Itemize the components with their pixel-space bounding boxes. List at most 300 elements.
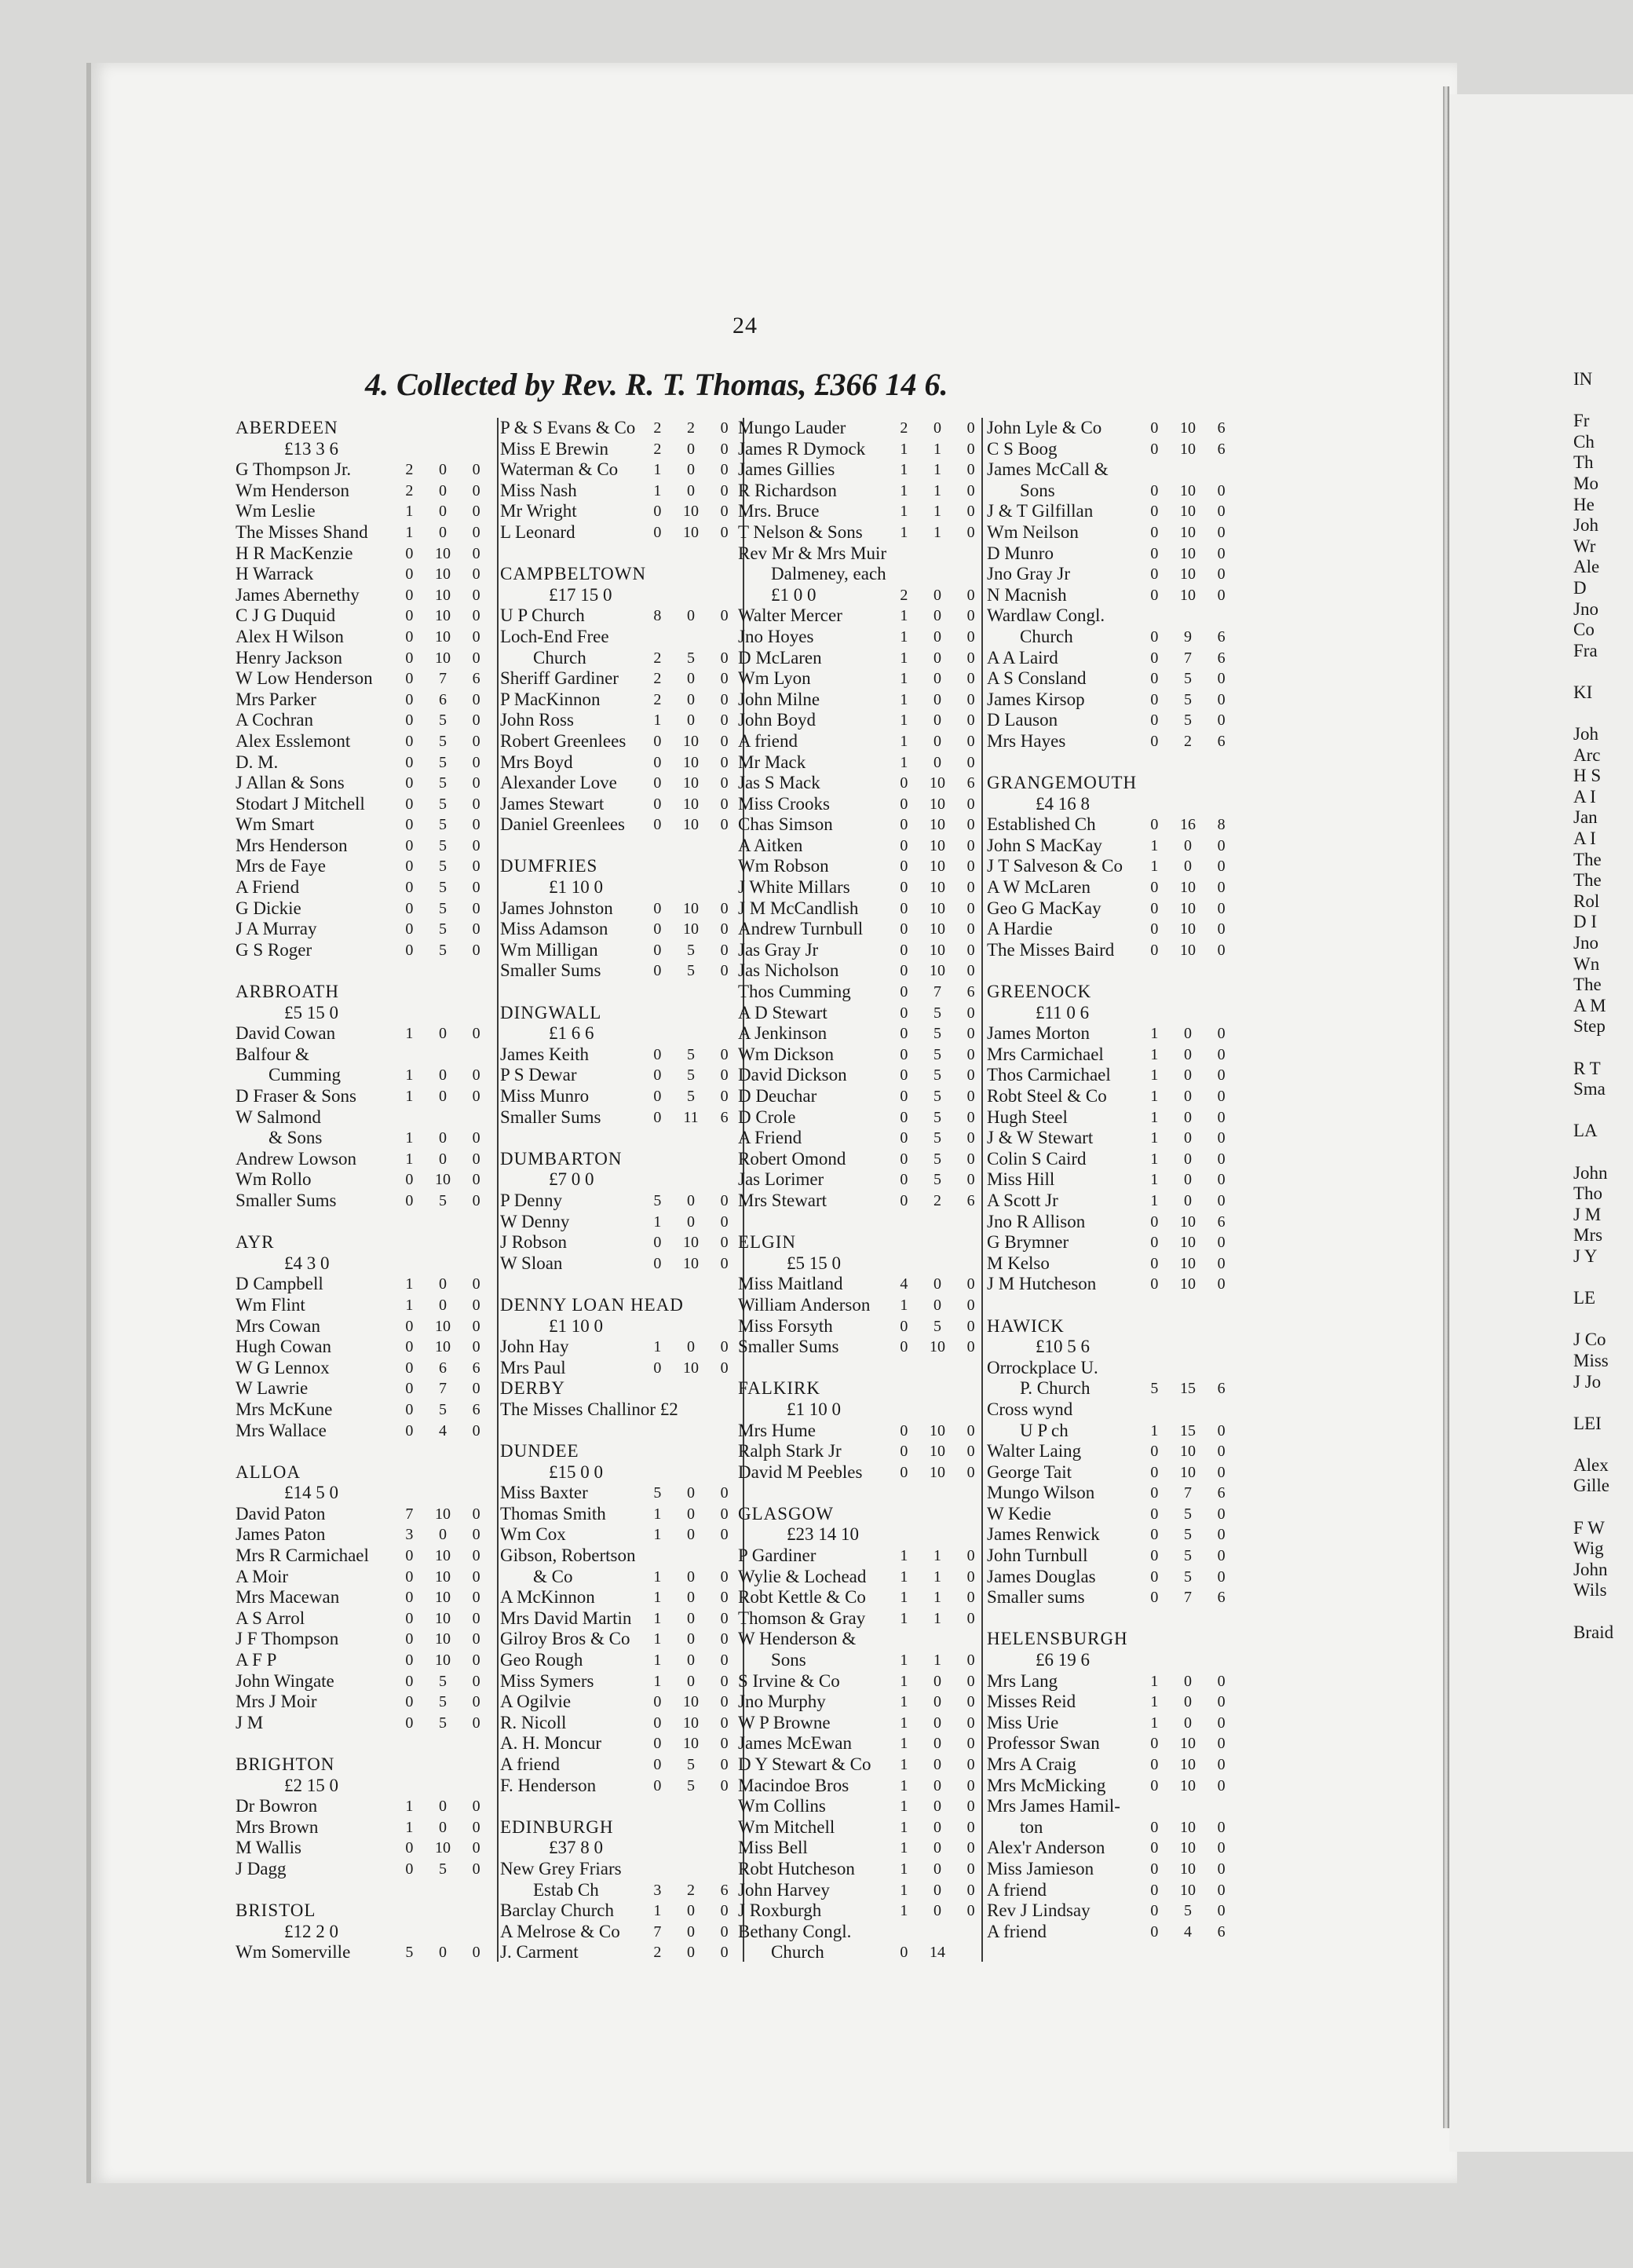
amount [641, 1065, 741, 1086]
amount-pounds: 0 [900, 1025, 908, 1043]
subscriber-row [987, 710, 1238, 731]
subscriber-name: Wm Neilson [987, 521, 1079, 542]
amount [393, 1274, 493, 1295]
amount [641, 898, 741, 920]
subscriber-name: Mrs Henderson [236, 835, 348, 855]
amount-pence: 0 [966, 419, 975, 437]
amount-pounds: 2 [653, 1944, 662, 1962]
amount [641, 481, 741, 502]
subscriber-row [987, 836, 1238, 857]
amount [1138, 1421, 1238, 1442]
amount-pounds: 0 [1150, 586, 1159, 604]
amount-pounds: 0 [405, 1171, 414, 1189]
amount [393, 1713, 493, 1734]
amount-pence: 0 [472, 1275, 480, 1293]
amount-pounds: 2 [405, 461, 414, 479]
amount-shillings: 0 [687, 1922, 695, 1941]
amount-pounds: 0 [900, 1317, 908, 1335]
amount-pence: 0 [966, 523, 975, 541]
subscriber-name: Mungo Lauder [738, 418, 846, 437]
amount-pence: 0 [966, 1756, 975, 1773]
subscriber-row [236, 898, 493, 920]
amount-pence: 0 [1217, 544, 1226, 562]
amount [1138, 898, 1238, 920]
subscriber-row [987, 459, 1238, 481]
place-total [987, 1003, 1238, 1024]
subscriber-name: L Leonard [500, 521, 575, 542]
amount-pounds: 0 [900, 1066, 908, 1085]
amount [887, 501, 988, 522]
amount-pounds: 0 [1150, 1735, 1159, 1753]
subscriber-name: J F Thompson [236, 1629, 339, 1649]
amount [887, 1421, 988, 1442]
subscriber-name: Mrs Boyd [500, 752, 573, 772]
amount [887, 752, 988, 774]
amount-shillings: 5 [687, 941, 695, 959]
adjacent-page-text: J M [1573, 1204, 1602, 1224]
amount [887, 1629, 988, 1650]
row-spacer [500, 836, 741, 857]
amount-pence: 0 [472, 1798, 480, 1816]
amount-pounds: 0 [900, 1108, 908, 1126]
amount-shillings: 0 [687, 1505, 695, 1523]
amount [887, 439, 988, 460]
subscriber-row [236, 1149, 493, 1170]
amount [393, 1942, 493, 1963]
subscriber-row [738, 501, 988, 522]
subscriber-row [500, 773, 741, 794]
subscriber-row [500, 605, 741, 627]
amount [393, 1044, 493, 1066]
subscriber-name: A Scott Jr [987, 1190, 1058, 1210]
amount [641, 960, 741, 982]
amount-shillings: 0 [933, 753, 941, 771]
amount-pounds: 0 [405, 774, 414, 792]
subscriber-name: Andrew Turnbull [738, 919, 864, 939]
subscriber-row [738, 940, 988, 961]
amount-pounds: 0 [653, 1066, 662, 1085]
amount-shillings: 0 [687, 1567, 695, 1586]
subscriber-name: Mrs Parker [236, 689, 316, 709]
amount-shillings: 10 [930, 941, 945, 959]
amount-shillings: 0 [933, 1714, 941, 1732]
subscriber-row [500, 1692, 741, 1713]
amount-pounds: 0 [405, 690, 414, 708]
subscriber-name: Wm Somerville [236, 1942, 351, 1963]
subscriber-name: £7 0 0 [549, 1169, 594, 1190]
subscriber-name: Mrs R Carmichael [236, 1546, 369, 1566]
amount-pence [459, 1044, 493, 1066]
amount-pence: 0 [966, 1108, 975, 1126]
amount-shillings: 0 [439, 1150, 447, 1168]
adjacent-page-text: J Co [1573, 1330, 1606, 1350]
amount-pounds: 0 [1150, 627, 1159, 646]
adjacent-page-text: Ch [1573, 431, 1595, 452]
amount-pounds: 1 [653, 1672, 662, 1690]
amount [641, 1922, 741, 1943]
subscriber-row [987, 668, 1238, 690]
amount-shillings: 5 [687, 649, 695, 667]
amount-shillings: 5 [439, 941, 447, 959]
amount-shillings: 10 [683, 1693, 699, 1711]
amount [887, 1065, 988, 1086]
subscriber-name: D Campbell [236, 1274, 323, 1294]
subscriber-name: Barclay Church [500, 1900, 614, 1921]
amount [1138, 1169, 1238, 1191]
amount-pence [707, 1859, 741, 1880]
amount-pence: 0 [1217, 1526, 1226, 1544]
amount-shillings: 5 [439, 1693, 447, 1711]
amount-shillings: 10 [1180, 1735, 1196, 1753]
subscriber-row [236, 627, 493, 648]
amount [641, 627, 741, 648]
subscriber-name: Mrs A Craig [987, 1754, 1076, 1774]
amount [1138, 1462, 1238, 1483]
amount-pounds: 1 [900, 1776, 908, 1794]
subscriber-name: £10 5 6 [1036, 1337, 1090, 1357]
amount-shillings: 10 [1180, 1275, 1196, 1293]
amount [887, 940, 988, 961]
subscriber-row [738, 439, 988, 460]
amount-shillings: 0 [1184, 1171, 1192, 1189]
subscriber-row [987, 418, 1238, 439]
subscriber-row [236, 543, 493, 565]
subscriber-name: Rev Mr & Mrs Muir [738, 543, 887, 563]
amount-pounds: 0 [653, 899, 662, 917]
amount [887, 459, 988, 481]
amount-pounds: 0 [405, 711, 414, 730]
amount-pounds: 1 [900, 440, 908, 458]
amount-shillings [674, 627, 708, 648]
amount [393, 1378, 493, 1399]
amount [641, 1524, 741, 1546]
amount-pence: 0 [1217, 1066, 1226, 1085]
place-heading [738, 1378, 988, 1399]
amount-pence: 0 [1217, 1025, 1226, 1043]
row-spacer [738, 1212, 988, 1233]
subscriber-row [236, 1504, 493, 1525]
amount-shillings: 5 [439, 1860, 447, 1878]
subscriber-row [987, 1671, 1238, 1692]
subscriber-row [987, 1587, 1238, 1608]
amount [641, 794, 741, 815]
subscriber-row [987, 1880, 1238, 1901]
amount-shillings: 0 [687, 440, 695, 458]
amount [641, 1212, 741, 1233]
subscriber-name: N Macnish [987, 584, 1067, 605]
amount-shillings: 10 [435, 1839, 451, 1857]
amount-pounds: 1 [900, 1798, 908, 1816]
amount-pounds: 0 [900, 1150, 908, 1168]
amount [393, 1587, 493, 1608]
subscriber-row [738, 605, 988, 627]
subscriber-name: Dalmeney, each [771, 564, 886, 584]
amount-shillings: 0 [933, 586, 941, 604]
subscriber-row [236, 731, 493, 752]
subscriber-name: DINGWALL [500, 1002, 602, 1022]
amount-shillings: 5 [439, 899, 447, 917]
amount-pence: 0 [966, 1776, 975, 1794]
amount-pounds: 1 [405, 1129, 414, 1147]
amount-shillings: 1 [933, 481, 941, 499]
amount [641, 1587, 741, 1608]
amount-pence: 0 [1217, 565, 1226, 583]
amount-pounds: 0 [1150, 1526, 1159, 1544]
subscriber-row [987, 1023, 1238, 1044]
amount [393, 919, 493, 940]
amount-pence: 0 [1217, 1108, 1226, 1126]
amount [1138, 1107, 1238, 1129]
amount-shillings: 10 [930, 879, 945, 897]
subscriber-row [987, 585, 1238, 606]
amount-pence: 0 [472, 1380, 480, 1398]
amount-shillings: 10 [683, 774, 699, 792]
subscriber-row [738, 1922, 988, 1943]
subscriber-row [500, 960, 741, 982]
amount-pence: 0 [472, 774, 480, 792]
amount-pounds: 0 [653, 1359, 662, 1377]
amount-pounds: 1 [900, 627, 908, 646]
amount [887, 731, 988, 752]
subscriber-row [738, 1796, 988, 1817]
amount-pounds: 1 [405, 1150, 414, 1168]
amount-pence: 0 [966, 627, 975, 646]
amount-pence: 0 [472, 858, 480, 876]
subscriber-name: J & W Stewart [987, 1128, 1094, 1148]
column-4 [987, 418, 1238, 1942]
amount-pounds: 0 [1150, 920, 1159, 938]
amount-pounds: 0 [405, 1609, 414, 1627]
adjacent-page-text: Joh [1573, 515, 1598, 536]
subscriber-row [738, 1107, 988, 1129]
subscriber-name: James Keith [500, 1044, 590, 1064]
amount-pounds: 1 [900, 690, 908, 708]
subscriber-name: G Brymner [987, 1232, 1069, 1253]
amount-shillings: 10 [1180, 1756, 1196, 1773]
subscriber-name: W Denny [500, 1211, 570, 1231]
amount [393, 668, 493, 690]
subscriber-row [987, 627, 1238, 648]
subscriber-row [738, 1421, 988, 1442]
subscriber-row [500, 814, 741, 836]
amount [887, 1295, 988, 1316]
place-total [500, 1462, 741, 1483]
subscriber-name: Wm Lyon [738, 668, 811, 689]
place-heading [738, 1504, 988, 1525]
amount-pence: 0 [966, 858, 975, 876]
subscriber-name: Wylie & Lochead [738, 1566, 867, 1586]
amount [641, 1713, 741, 1734]
amount-pounds: 1 [900, 1652, 908, 1670]
subscriber-row [500, 1608, 741, 1630]
amount-shillings: 10 [435, 1567, 451, 1586]
amount [641, 1337, 741, 1358]
subscriber-row [987, 814, 1238, 836]
place-heading [236, 1462, 493, 1483]
amount-shillings: 5 [439, 879, 447, 897]
amount [393, 1128, 493, 1149]
amount-pounds: 7 [405, 1505, 414, 1523]
amount [641, 919, 741, 940]
subscriber-row [738, 1776, 988, 1797]
subscriber-row [236, 1316, 493, 1337]
amount-pence: 0 [472, 544, 480, 562]
amount-pounds: 0 [653, 920, 662, 938]
subscriber-row [738, 627, 988, 648]
subscriber-name: H R MacKenzie [236, 543, 353, 563]
amount [393, 1149, 493, 1170]
column-divider [497, 418, 499, 1962]
subscriber-row [738, 1608, 988, 1630]
amount-pence: 0 [720, 962, 729, 980]
amount-pounds: 1 [653, 481, 662, 499]
amount-pence: 0 [1217, 1191, 1226, 1209]
amount-pence: 0 [472, 1714, 480, 1732]
subscriber-row [236, 1838, 493, 1859]
column-3 [738, 418, 988, 1963]
amount-pounds: 1 [900, 1296, 908, 1314]
amount-pence: 0 [966, 1693, 975, 1711]
amount-pence: 0 [1217, 1505, 1226, 1523]
adjacent-page-text: R T [1573, 1058, 1601, 1078]
amount-pence: 0 [1217, 1860, 1226, 1878]
amount-pence: 0 [472, 1839, 480, 1857]
amount-pence: 0 [1217, 879, 1226, 897]
amount-pounds: 1 [405, 1275, 414, 1293]
subscriber-name: David Cowan [236, 1023, 336, 1044]
amount [887, 1169, 988, 1191]
amount-pounds: 0 [1150, 1275, 1159, 1293]
amount-shillings: 5 [439, 753, 447, 771]
subscriber-name: A Friend [738, 1128, 802, 1148]
amount-shillings: 5 [1184, 690, 1192, 708]
amount-shillings [674, 1546, 708, 1567]
subscriber-name: Mrs David Martin [500, 1608, 632, 1628]
amount-pence: 0 [472, 627, 480, 646]
amount [393, 1796, 493, 1817]
amount [1138, 1504, 1238, 1525]
subscriber-row [987, 1191, 1238, 1212]
subscriber-name: Bethany Congl. [738, 1921, 852, 1941]
amount [887, 1441, 988, 1462]
subscriber-name: Geo Rough [500, 1650, 583, 1670]
subscriber-row [738, 1274, 988, 1295]
subscriber-name: Wm Dickson [738, 1044, 835, 1064]
amount-shillings [1171, 1399, 1205, 1421]
subscriber-name: Thomson & Gray [738, 1608, 866, 1628]
amount-pence: 0 [720, 732, 729, 750]
amount [1138, 1023, 1238, 1044]
subscriber-row [738, 481, 988, 502]
amount-pence: 0 [1217, 1839, 1226, 1857]
amount-pounds: 0 [1150, 690, 1159, 708]
subscriber-row [987, 1399, 1238, 1421]
subscriber-row [500, 1107, 741, 1129]
amount [887, 1733, 988, 1754]
adjacent-page-text: Tho [1573, 1183, 1603, 1204]
amount-pence: 0 [720, 753, 729, 771]
subscriber-row [738, 1713, 988, 1734]
subscriber-row [500, 710, 741, 731]
adjacent-page-text: Arc [1573, 744, 1601, 765]
subscriber-name: Mrs James Hamil- [987, 1796, 1120, 1816]
amount-pounds: 5 [653, 1484, 662, 1502]
subscriber-name: Miss Nash [500, 480, 577, 500]
subscriber-name: James Morton [987, 1023, 1090, 1044]
amount-pounds: 1 [653, 1652, 662, 1670]
subscriber-name: BRISTOL [236, 1900, 316, 1921]
subscriber-name: P S Dewar [500, 1065, 577, 1085]
subscriber-name: Miss Adamson [500, 919, 608, 939]
amount-pounds: 0 [900, 1944, 908, 1962]
subscriber-name: A McKinnon [500, 1587, 595, 1608]
adjacent-page-text [1449, 661, 1633, 682]
amount-pounds: 0 [900, 816, 908, 834]
amount-shillings: 0 [439, 1296, 447, 1314]
subscriber-row [236, 919, 493, 940]
subscriber-name: Jas Lorimer [738, 1169, 824, 1190]
subscriber-name: Colin S Caird [987, 1148, 1087, 1169]
amount [1138, 1754, 1238, 1776]
amount-pence: 0 [966, 732, 975, 750]
subscriber-row [738, 1671, 988, 1692]
place-heading [236, 982, 493, 1003]
amount-pence: 0 [472, 1317, 480, 1335]
subscriber-row [987, 1421, 1238, 1442]
amount [887, 773, 988, 794]
amount-pence: 6 [472, 670, 480, 688]
amount-shillings: 5 [933, 1150, 941, 1168]
amount-shillings [1171, 1796, 1205, 1817]
subscriber-name: £13 3 6 [284, 438, 338, 459]
amount [1138, 1378, 1238, 1399]
amount [641, 1044, 741, 1066]
amount-pence: 0 [472, 1630, 480, 1648]
amount-shillings: 10 [1180, 1860, 1196, 1878]
subscriber-name: Rev J Lindsay [987, 1900, 1090, 1921]
subscriber-name: J White Millars [738, 877, 850, 898]
subscriber-name: DENNY LOAN HEAD [500, 1294, 684, 1315]
amount-pounds: 2 [653, 649, 662, 667]
amount-pence: 0 [720, 1484, 729, 1502]
amount-pounds: 0 [1150, 941, 1159, 959]
amount [887, 814, 988, 836]
place-total [738, 1253, 988, 1275]
subscriber-name: M Kelso [987, 1253, 1050, 1273]
amount-shillings: 6 [439, 690, 447, 708]
subscriber-name: J M McCandlish [738, 898, 859, 918]
subscriber-name: Mrs Hume [738, 1420, 816, 1440]
amount-pounds: 0 [900, 1338, 908, 1356]
row-spacer [738, 1483, 988, 1504]
subscriber-row [500, 522, 741, 543]
subscriber-row [987, 1128, 1238, 1149]
amount-shillings: 10 [435, 1338, 451, 1356]
amount-pounds: 1 [1150, 1171, 1159, 1189]
place-heading [987, 1629, 1238, 1650]
amount-pounds: 0 [1150, 1547, 1159, 1565]
amount-shillings: 0 [687, 461, 695, 479]
amount [393, 940, 493, 961]
amount [393, 1504, 493, 1525]
amount-pence: 6 [1217, 649, 1226, 667]
amount-pounds: 0 [653, 1254, 662, 1272]
amount-shillings: 0 [439, 1944, 447, 1962]
subscriber-name: Sheriff Gardiner [500, 668, 619, 689]
adjacent-page-text: Wils [1573, 1580, 1607, 1600]
subscriber-row [236, 1023, 493, 1044]
adjacent-page-text: The [1573, 870, 1602, 891]
